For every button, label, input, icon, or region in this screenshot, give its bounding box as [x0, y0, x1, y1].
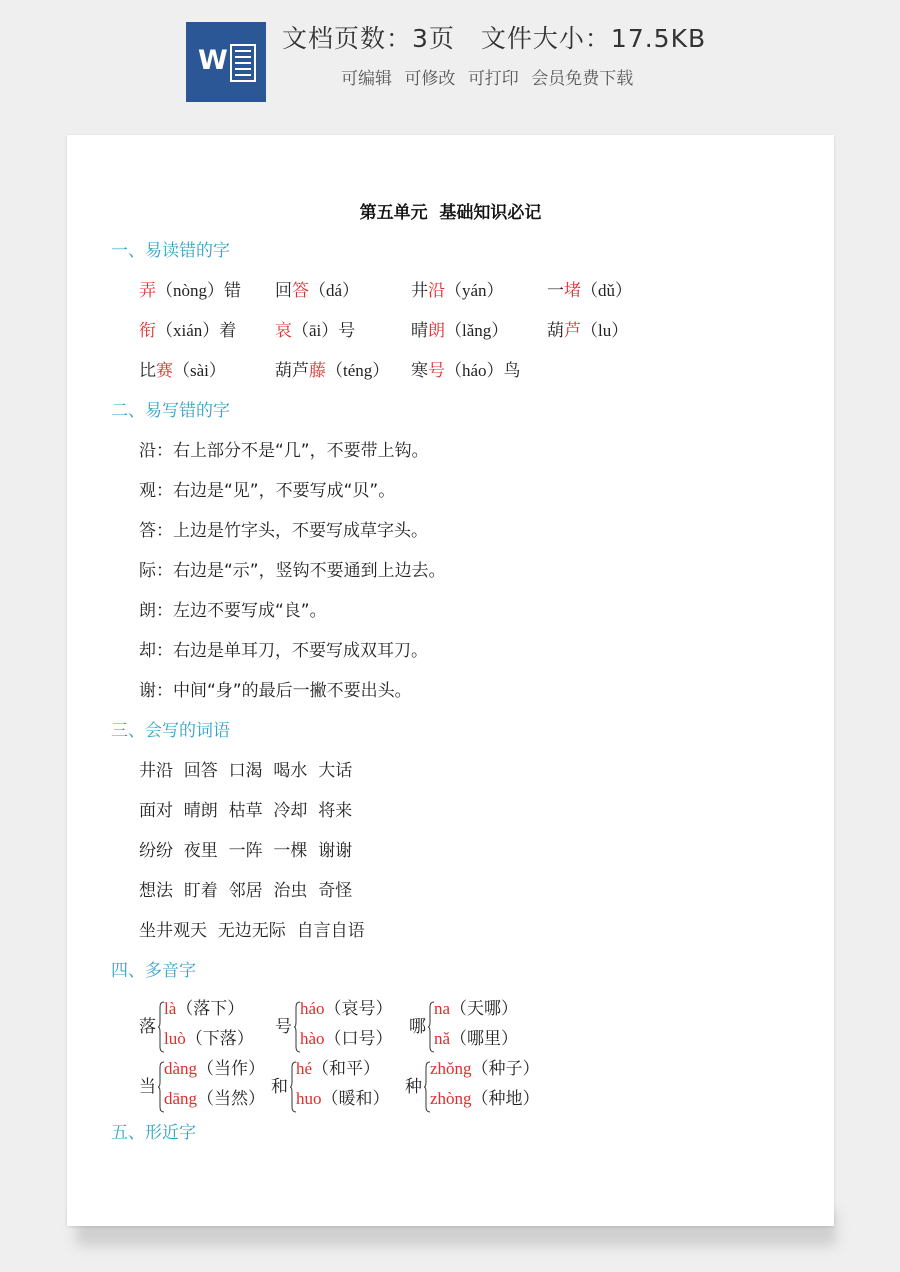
misread-red: 沿: [428, 281, 445, 301]
pinyin: zhòng: [430, 1089, 472, 1108]
miswritten-item: 朗：左边不要写成“良”。: [139, 601, 327, 621]
misread-pinyin: （dá）: [309, 281, 360, 300]
pinyin: luò: [164, 1029, 186, 1048]
misread-item: [275, 359, 389, 383]
miswritten-item: 观：右边是“见”，不要写成“贝”。: [139, 481, 396, 501]
polyphone-reading: [300, 997, 393, 1021]
polyphone-reading: [300, 1027, 393, 1051]
pinyin: nǎ: [434, 1029, 451, 1048]
pinyin: huo: [296, 1089, 322, 1108]
pinyin: na: [434, 999, 451, 1018]
pinyin: là: [164, 999, 177, 1018]
misread-post: 号: [338, 321, 356, 341]
miswritten-item: 谢：中间“身”的最后一撇不要出头。: [139, 681, 412, 701]
misread-item: [275, 279, 359, 303]
miswritten-item: 答：上边是竹字头，不要写成草字头。: [139, 521, 428, 541]
file-info: [282, 22, 706, 56]
misread-item: [547, 279, 632, 303]
feature-printable: 可打印: [467, 69, 519, 89]
misread-pre: 寒: [411, 361, 428, 381]
misread-red: 藤: [309, 361, 326, 381]
misread-item: [275, 319, 355, 343]
section-heading-similar-chars: 五、形近字: [111, 1123, 196, 1143]
word-icon-letter: W: [198, 45, 228, 76]
word-row: 面对 晴朗 枯草 冷却 将来: [139, 801, 353, 821]
misread-pinyin: （sài）: [173, 361, 226, 380]
misread-post: 错: [224, 281, 241, 301]
misread-red: 衔: [139, 321, 156, 341]
misread-pre: 比: [139, 361, 156, 381]
misread-item: [547, 319, 628, 343]
misread-pre: 回: [275, 281, 292, 301]
polyphone-char: 和: [271, 1077, 288, 1097]
example-word: （种子）: [471, 1059, 540, 1079]
misread-item: [139, 319, 236, 343]
misread-red: 芦: [564, 321, 581, 341]
polyphone-reading: [430, 1087, 540, 1111]
document-title: 第五单元 基础知识必记: [359, 203, 542, 223]
misread-pinyin: （lǎng）: [445, 321, 509, 340]
misread-red: 弄: [139, 281, 156, 301]
file-size: 文件大小：17.5KB: [480, 24, 707, 53]
polyphone-reading: [296, 1087, 390, 1111]
misread-pinyin: （háo）: [445, 361, 504, 380]
miswritten-item: 沿：右上部分不是“几”，不要带上钩。: [139, 441, 429, 461]
misread-pinyin: （lu）: [581, 321, 629, 340]
polyphone-char: 落: [139, 1017, 156, 1037]
misread-item: [139, 279, 241, 303]
misread-pre: 葫: [547, 321, 564, 341]
pinyin: dāng: [164, 1089, 198, 1108]
example-word: （种地）: [471, 1089, 540, 1109]
misread-post: 着: [219, 321, 237, 341]
misread-red: 号: [428, 361, 445, 381]
example-word: （和平）: [312, 1059, 381, 1079]
misread-pinyin: （dǔ）: [581, 281, 632, 300]
miswritten-item: 际：右边是“示”，竖钩不要通到上边去。: [139, 561, 446, 581]
misread-red: 赛: [156, 361, 173, 381]
misread-item: [139, 359, 226, 383]
misread-pinyin: （xián）: [156, 321, 220, 340]
feature-list: [341, 66, 640, 92]
misread-red: 朗: [428, 321, 445, 341]
word-row: 纷纷 夜里 一阵 一棵 谢谢: [139, 841, 353, 861]
word-document-icon: [186, 22, 266, 102]
polyphone-char: 种: [405, 1077, 422, 1097]
word-row: 想法 盯着 邻居 治虫 奇怪: [139, 881, 353, 901]
polyphone-reading: [164, 997, 244, 1021]
misread-item: [411, 279, 504, 303]
polyphone-reading: [164, 1057, 265, 1081]
feature-modifiable: 可修改: [404, 69, 456, 89]
miswritten-item: 却：右边是单耳刀，不要写成双耳刀。: [139, 641, 428, 661]
section-heading-miswritten: 二、易写错的字: [111, 401, 230, 421]
section-heading-words: 三、会写的词语: [111, 721, 230, 741]
misread-item: [411, 359, 521, 383]
polyphone-reading: [434, 1027, 518, 1051]
misread-pinyin: （nòng）: [156, 281, 224, 300]
polyphone-reading: [164, 1087, 265, 1111]
pinyin: dàng: [164, 1059, 198, 1078]
feature-member-download: 会员免费下载: [531, 69, 634, 89]
example-word: （落下）: [176, 999, 245, 1019]
misread-red: 哀: [275, 321, 292, 341]
example-word: （暖和）: [321, 1089, 390, 1109]
feature-editable: 可编辑: [341, 69, 392, 89]
word-row: 坐井观天 无边无际 自言自语: [139, 921, 365, 941]
misread-pre: 晴: [411, 321, 428, 341]
polyphone-reading: [164, 1027, 254, 1051]
misread-red: 答: [292, 281, 309, 301]
word-row: 井沿 回答 口渴 喝水 大话: [139, 761, 353, 781]
polyphone-char: 哪: [409, 1017, 426, 1037]
example-word: （当然）: [197, 1089, 266, 1109]
polyphone-reading: [430, 1057, 540, 1081]
download-header: [0, 0, 900, 120]
pinyin: hé: [296, 1059, 313, 1078]
misread-pre: 井: [411, 281, 428, 301]
example-word: （当作）: [197, 1059, 266, 1079]
pinyin: zhǒng: [430, 1059, 472, 1078]
misread-post: 鸟: [503, 361, 521, 381]
page-count: 文档页数：3页: [282, 24, 455, 53]
misread-pinyin: （āi）: [292, 321, 339, 340]
polyphone-reading: [434, 997, 518, 1021]
misread-pre: 葫芦: [275, 361, 309, 381]
pinyin: háo: [300, 999, 325, 1018]
polyphone-reading: [296, 1057, 380, 1081]
misread-pinyin: （téng）: [326, 361, 390, 380]
misread-pre: 一: [547, 281, 564, 301]
polyphone-char: 当: [139, 1077, 156, 1097]
section-heading-polyphones: 四、多音字: [111, 961, 196, 981]
section-heading-misread: 一、易读错的字: [111, 241, 230, 261]
pinyin: hào: [300, 1029, 325, 1048]
misread-pinyin: （yán）: [445, 281, 504, 300]
example-word: （哀号）: [324, 999, 393, 1019]
polyphone-char: 号: [275, 1017, 292, 1037]
example-word: （哪里）: [450, 1029, 519, 1049]
document-page: [67, 135, 834, 1226]
misread-red: 堵: [564, 281, 581, 301]
example-word: （口号）: [324, 1029, 393, 1049]
example-word: （下落）: [185, 1029, 254, 1049]
misread-item: [411, 319, 508, 343]
example-word: （天哪）: [450, 999, 519, 1019]
